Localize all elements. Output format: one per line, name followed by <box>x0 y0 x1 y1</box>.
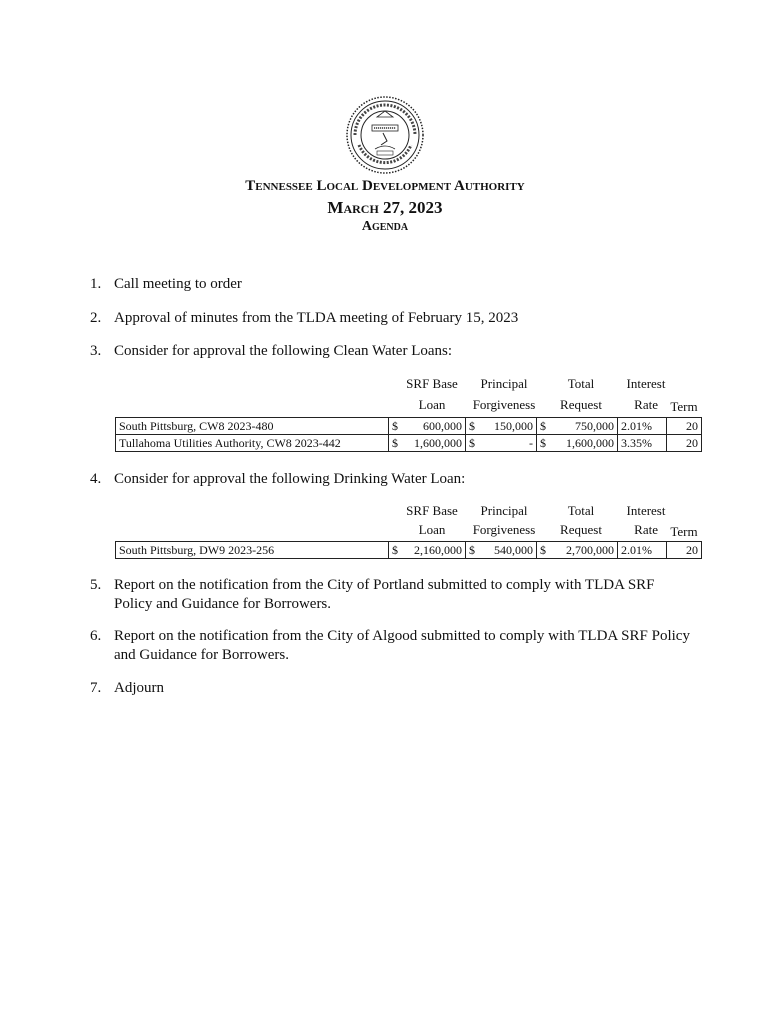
organization-name: Tennessee Local Development Authority <box>245 178 525 194</box>
drinking-water-loans-table <box>115 541 702 559</box>
table-row: Tullahoma Utilities Authority, CW8 2023-442 $ 1,600,000 $ - $ 1,600,000 3.35% 20 <box>116 435 702 452</box>
table-row: South Pittsburg, CW8 2023-480 $ 600,000 $ 150,000 $ 750,000 2.01% 20 <box>116 418 702 435</box>
header-srf-base-loan: SRF Base <box>406 503 458 518</box>
header-srf-base-loan: Loan <box>418 397 446 412</box>
header-srf-base-loan: Loan <box>418 522 446 537</box>
clean-water-loans-table <box>115 417 702 452</box>
header-principal-forgiveness: Forgiveness <box>472 397 536 412</box>
header-interest-rate: Rate <box>634 522 658 537</box>
document-title: Agenda <box>361 219 409 234</box>
header-total-request: Request <box>560 522 602 537</box>
header-term: Term <box>670 524 698 539</box>
header-term: Term <box>670 399 698 414</box>
header-interest-rate: Interest <box>626 503 666 518</box>
header-interest-rate: Interest <box>626 376 666 391</box>
header-principal-forgiveness: Principal <box>480 376 528 391</box>
header-interest-rate: Rate <box>634 397 658 412</box>
header-total-request: Request <box>560 397 602 412</box>
header-total-request: Total <box>567 503 595 518</box>
header-total-request: Total <box>567 376 595 391</box>
meeting-date: March 27, 2023 <box>327 198 443 217</box>
header-principal-forgiveness: Principal <box>480 503 528 518</box>
table-row: South Pittsburg, DW9 2023-256 $ 2,160,000 $ 540,000 $ 2,700,000 2.01% 20 <box>116 542 702 559</box>
tennessee-state-seal-icon <box>345 95 425 175</box>
header-principal-forgiveness: Forgiveness <box>472 522 536 537</box>
header-srf-base-loan: SRF Base <box>406 376 458 391</box>
